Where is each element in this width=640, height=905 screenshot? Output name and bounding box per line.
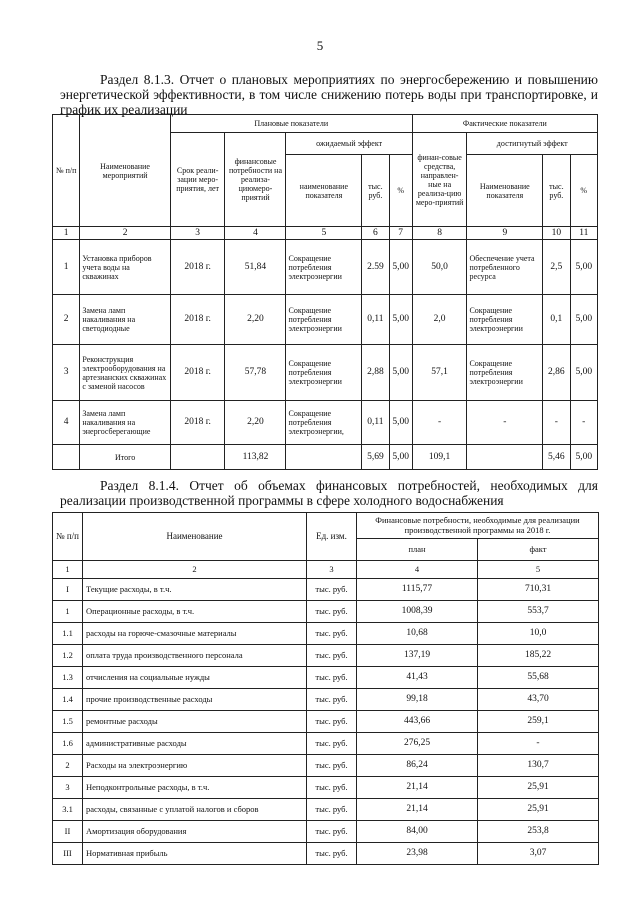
plan-pct: 5,00: [389, 240, 412, 295]
col-number: 4: [225, 227, 286, 240]
table-row: [53, 579, 599, 601]
item-unit: тыс. руб.: [307, 799, 357, 821]
measure-name: Замена ламп накаливания на светодиодные: [80, 295, 170, 345]
table-row: [53, 733, 599, 755]
item-unit: тыс. руб.: [307, 623, 357, 645]
item-plan: 10,68: [357, 623, 478, 645]
row-number: 1.1: [53, 623, 83, 645]
item-unit: тыс. руб.: [307, 645, 357, 667]
row-number: 2: [53, 755, 83, 777]
total-plan-rub: 5,69: [362, 445, 389, 470]
col-number: 3: [170, 227, 225, 240]
page-number: 5: [316, 38, 324, 53]
plan-pct: 5,00: [389, 401, 412, 445]
item-unit: тыс. руб.: [307, 689, 357, 711]
energy-saving-measures-table: [52, 114, 598, 470]
col-number: 2: [80, 227, 170, 240]
item-fact: 553,7: [478, 601, 599, 623]
col-header-fact-finance: финан-совые средства, направлен-ные на реализа-цию меро-приятий: [412, 133, 467, 227]
col-header-fact: факт: [478, 539, 599, 561]
item-fact: 25,91: [478, 777, 599, 799]
col-number: 6: [362, 227, 389, 240]
table-row: [53, 601, 599, 623]
row-number: 3.1: [53, 799, 83, 821]
item-fact: 259,1: [478, 711, 599, 733]
col-header-actual: Фактические показатели: [412, 115, 597, 133]
fact-pct: 5,00: [570, 240, 597, 295]
item-name: прочие производственные расходы: [83, 689, 307, 711]
col-header-indicator-plan: наименование показателя: [286, 155, 362, 227]
row-number: III: [53, 843, 83, 865]
col-number: 10: [543, 227, 570, 240]
row-number: 1: [53, 601, 83, 623]
item-fact: -: [478, 733, 599, 755]
total-label: Итого: [80, 445, 170, 470]
col-header-num: № п/п: [53, 513, 83, 561]
item-name: Расходы на электроэнергию: [83, 755, 307, 777]
item-plan: 86,24: [357, 755, 478, 777]
table-row: [53, 799, 599, 821]
plan-rub: 2.59: [362, 240, 389, 295]
item-fact: 25,91: [478, 799, 599, 821]
row-number: 1.5: [53, 711, 83, 733]
item-plan: 1115,77: [357, 579, 478, 601]
item-fact: 10,0: [478, 623, 599, 645]
item-plan: 21,14: [357, 799, 478, 821]
row-number: I: [53, 579, 83, 601]
section-8-1-4-heading-text: Раздел 8.1.4. Отчет об объемах финансовых потребностей, необходимых для реализации производственной программы в сфере холодного водоснабжения: [60, 478, 598, 508]
fact-rub: 0,1: [543, 295, 570, 345]
table-row: [53, 295, 598, 345]
measure-name: Замена ламп накаливания на энергосберегающие: [80, 401, 170, 445]
item-unit: тыс. руб.: [307, 667, 357, 689]
row-number: 1.3: [53, 667, 83, 689]
item-fact: 185,22: [478, 645, 599, 667]
row-number: 2: [53, 295, 80, 345]
table-row: [53, 667, 599, 689]
total-fact-pct: 5,00: [570, 445, 597, 470]
item-plan: 21,14: [357, 777, 478, 799]
fact-effect: -: [467, 401, 543, 445]
item-plan: 23,98: [357, 843, 478, 865]
row-number: 4: [53, 401, 80, 445]
row-number: 1.4: [53, 689, 83, 711]
col-header-rub-fact: тыс. руб.: [543, 155, 570, 227]
fact-finance: -: [412, 401, 467, 445]
column-number-row: [53, 227, 598, 240]
item-plan: 84,00: [357, 821, 478, 843]
section-8-1-4-heading: [60, 478, 598, 508]
item-fact: 130,7: [478, 755, 599, 777]
plan-rub: 0,11: [362, 401, 389, 445]
item-unit: тыс. руб.: [307, 579, 357, 601]
plan-finance: 2,20: [225, 295, 286, 345]
col-header-name: Наименование: [83, 513, 307, 561]
measure-term: 2018 г.: [170, 295, 225, 345]
col-number: 1: [53, 561, 83, 579]
fact-pct: 5,00: [570, 345, 597, 401]
item-plan: 276,25: [357, 733, 478, 755]
item-fact: 253,8: [478, 821, 599, 843]
item-name: Нормативная прибыль: [83, 843, 307, 865]
row-number: 3: [53, 777, 83, 799]
col-header-planned: Плановые показатели: [170, 115, 412, 133]
fact-effect: Сокращение потребления электроэнергии: [467, 295, 543, 345]
col-header-pct-fact: %: [570, 155, 597, 227]
col-header-expected-effect: ожидаемый эффект: [286, 133, 412, 155]
plan-finance: 57,78: [225, 345, 286, 401]
col-header-num: № п/п: [53, 115, 80, 227]
item-unit: тыс. руб.: [307, 755, 357, 777]
plan-rub: 2,88: [362, 345, 389, 401]
measure-term: 2018 г.: [170, 240, 225, 295]
item-name: оплата труда производственного персонала: [83, 645, 307, 667]
plan-effect: Сокращение потребления электроэнергии: [286, 295, 362, 345]
table-row: [53, 345, 598, 401]
col-header-pct-plan: %: [389, 155, 412, 227]
col-number: 8: [412, 227, 467, 240]
item-plan: 1008,39: [357, 601, 478, 623]
table-row: [53, 843, 599, 865]
item-plan: 137,19: [357, 645, 478, 667]
plan-effect: Сокращение потребления электроэнергии: [286, 240, 362, 295]
plan-finance: 51,84: [225, 240, 286, 295]
measure-term: 2018 г.: [170, 401, 225, 445]
table-row: [53, 623, 599, 645]
plan-effect: Сокращение потребления электроэнергии,: [286, 401, 362, 445]
fact-finance: 2,0: [412, 295, 467, 345]
table-row: [53, 711, 599, 733]
item-name: ремонтные расходы: [83, 711, 307, 733]
col-number: 9: [467, 227, 543, 240]
row-number: 1: [53, 240, 80, 295]
item-unit: тыс. руб.: [307, 843, 357, 865]
item-name: административные расходы: [83, 733, 307, 755]
col-number: 2: [83, 561, 307, 579]
total-plan-pct: 5,00: [389, 445, 412, 470]
table-row: [53, 821, 599, 843]
plan-rub: 0,11: [362, 295, 389, 345]
item-name: Неподконтрольные расходы, в т.ч.: [83, 777, 307, 799]
measure-name: Установка приборов учета воды на скважинах: [80, 240, 170, 295]
col-header-name: Наименование мероприятий: [80, 115, 170, 227]
fact-pct: 5,00: [570, 295, 597, 345]
fact-pct: -: [570, 401, 597, 445]
item-fact: 55,68: [478, 667, 599, 689]
item-plan: 443,66: [357, 711, 478, 733]
item-unit: тыс. руб.: [307, 733, 357, 755]
item-name: Операционные расходы, в т.ч.: [83, 601, 307, 623]
fact-rub: 2,86: [543, 345, 570, 401]
item-name: расходы на горюче-смазочные материалы: [83, 623, 307, 645]
section-8-1-3-heading: [60, 72, 598, 117]
measure-name: Реконструкция электрооборудования на артезианских скважинах с заменой насосов: [80, 345, 170, 401]
table-row: [53, 240, 598, 295]
item-unit: тыс. руб.: [307, 777, 357, 799]
table-row: [53, 401, 598, 445]
item-unit: тыс. руб.: [307, 601, 357, 623]
fact-finance: 50,0: [412, 240, 467, 295]
col-number: 5: [478, 561, 599, 579]
item-name: расходы, связанные с уплатой налогов и сборов: [83, 799, 307, 821]
col-header-unit: Ед. изм.: [307, 513, 357, 561]
table-row: [53, 777, 599, 799]
table-row: [53, 689, 599, 711]
col-header-finance: Финансовые потребности, необходимые для реализации производственной программы на 2018 г.: [357, 513, 599, 539]
fact-effect: Обеспечение учета потребленного ресурса: [467, 240, 543, 295]
item-unit: тыс. руб.: [307, 821, 357, 843]
col-header-indicator-fact: Наименование показателя: [467, 155, 543, 227]
fact-rub: 2,5: [543, 240, 570, 295]
col-header-achieved-effect: достигнутый эффект: [467, 133, 598, 155]
item-plan: 41,43: [357, 667, 478, 689]
fact-effect: Сокращение потребления электроэнергии: [467, 345, 543, 401]
row-number: 1.6: [53, 733, 83, 755]
item-name: Текущие расходы, в т.ч.: [83, 579, 307, 601]
fact-finance: 57,1: [412, 345, 467, 401]
col-number: 4: [357, 561, 478, 579]
col-number: 5: [286, 227, 362, 240]
table-row: [53, 645, 599, 667]
item-name: отчисления на социальные нужды: [83, 667, 307, 689]
item-fact: 3,07: [478, 843, 599, 865]
col-header-term: Срок реали-зации меро-приятия, лет: [170, 133, 225, 227]
table-row: [53, 755, 599, 777]
item-fact: 43,70: [478, 689, 599, 711]
plan-pct: 5,00: [389, 345, 412, 401]
item-plan: 99,18: [357, 689, 478, 711]
plan-effect: Сокращение потребления электроэнергии: [286, 345, 362, 401]
fact-rub: -: [543, 401, 570, 445]
item-fact: 710,31: [478, 579, 599, 601]
col-header-plan: план: [357, 539, 478, 561]
row-number: 1.2: [53, 645, 83, 667]
total-row: [53, 445, 598, 470]
plan-pct: 5,00: [389, 295, 412, 345]
item-unit: тыс. руб.: [307, 711, 357, 733]
col-number: 7: [389, 227, 412, 240]
col-number: 3: [307, 561, 357, 579]
row-number: 3: [53, 345, 80, 401]
col-number: 1: [53, 227, 80, 240]
measure-term: 2018 г.: [170, 345, 225, 401]
total-fact-rub: 5,46: [543, 445, 570, 470]
financial-needs-table: [52, 512, 599, 865]
col-number: 11: [570, 227, 597, 240]
column-number-row: [53, 561, 599, 579]
section-8-1-3-heading-text: Раздел 8.1.3. Отчет о плановых мероприятиях по энергосбережению и повышению энергетической эффективности, в том числе снижению потерь воды при транспортировке, и график их реализации: [60, 72, 598, 117]
item-name: Амортизация оборудования: [83, 821, 307, 843]
plan-finance: 2,20: [225, 401, 286, 445]
col-header-rub-plan: тыс. руб.: [362, 155, 389, 227]
row-number: II: [53, 821, 83, 843]
col-header-plan-finance: финансовые потребности на реализа-циюмеро-приятий: [225, 133, 286, 227]
total-plan-finance: 113,82: [225, 445, 286, 470]
total-fact-finance: 109,1: [412, 445, 467, 470]
